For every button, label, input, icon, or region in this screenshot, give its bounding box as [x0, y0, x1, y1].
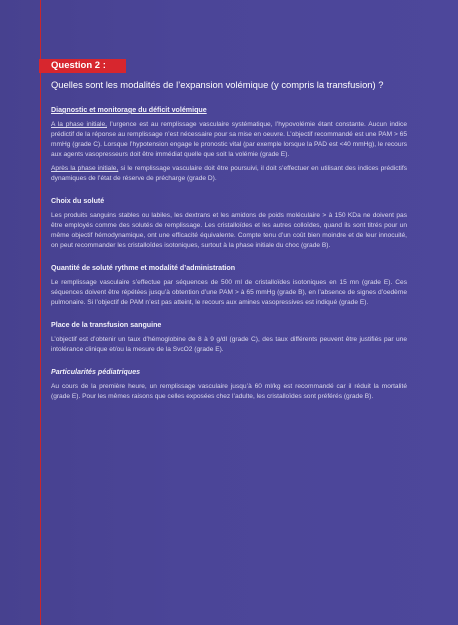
lead-phrase: A la phase initiale, — [51, 121, 107, 128]
section-title-diagnostic: Diagnostic et monitorage du déficit volémique — [51, 106, 207, 114]
section-title-choix: Choix du soluté — [51, 197, 105, 205]
paragraph-quantite: Le remplissage vasculaire s’effectue par séquences de 500 ml de cristalloïdes isotoniques en 15 mn (grade E). Ces séquences doivent être répétées jusqu’à obtention d’une PAM > à 65 mmHg (grade B), en l’absence de signes d’oedème pulmonaire. Si l’objectif de PAM n’est pas atteint, le recours aux amines vasopressives est indiqué (grade E). — [51, 279, 407, 306]
question-badge: Question 2 : — [39, 59, 126, 73]
section-title-pediatrie: Particularités pédiatriques — [51, 368, 141, 376]
paragraph-diagnostic-1 — [51, 120, 407, 160]
paragraph-text: l’urgence est au remplissage vasculaire systématique, l’hypovolémie étant constante. Aucun indice prédictif de la réponse au remplissage n’est nécessaire pour sa mise en oeuvre. L’objectif recommandé est une PAM > 65 mmHg (grade C). Lorsque l’hypotension engage le pronostic vital (par exemple lorsque la PAD est <40 mmHg), le recours aux agents vasopresseurs doit être immédiat quelle que soit la volémie (grade E). — [51, 121, 407, 158]
paragraph-choix: Les produits sanguins stables ou labiles, les dextrans et les amidons de poids moléculaire > à 150 KDa ne doivent pas être employés comme des solutés de remplissage. Les cristalloïdes et les autres colloïdes, quand ils sont titrés pour un même objectif hémodynamique, ont une efficacité équivalente. Compte tenu d’un coût bien moindre et de leur innocuité, on peut recommander les cristalloïdes isotoniques, surtout à la phase initiale du choc (grade B). — [51, 212, 407, 249]
paragraph-transfusion: L’objectif est d’obtenir un taux d’hémoglobine de 8 à 9 g/dl (grade C), des taux différents peuvent être justifiés par une intolérance clinique et/ou la mesure de la SvcO2 (grade E). — [51, 336, 407, 353]
section-title-transfusion: Place de la transfusion sanguine — [51, 321, 162, 329]
document-body — [51, 55, 407, 402]
lead-phrase: Après la phase initiale, — [51, 165, 119, 172]
section-title-quantite: Quantité de soluté rythme et modalité d’administration — [51, 264, 236, 272]
margin-rule — [40, 0, 41, 625]
question-title: Quelles sont les modalités de l’expansion volémique (y compris la transfusion) ? — [51, 79, 384, 90]
paragraph-text: si le remplissage vasculaire doit être poursuivi, il doit s’effectuer en utilisant des indices prédictifs dynamiques de l’état de réserve de précharge (grade D). — [51, 165, 408, 182]
paragraph-diagnostic-2 — [51, 164, 407, 184]
paragraph-pediatrie: Au cours de la première heure, un remplissage vasculaire jusqu’à 60 ml/kg est recommandé car il réduit la mortalité (grade E). Pour les mêmes raisons que celles exposées chez l’adulte, les cristalloïdes sont préférés (grade B). — [51, 383, 407, 400]
